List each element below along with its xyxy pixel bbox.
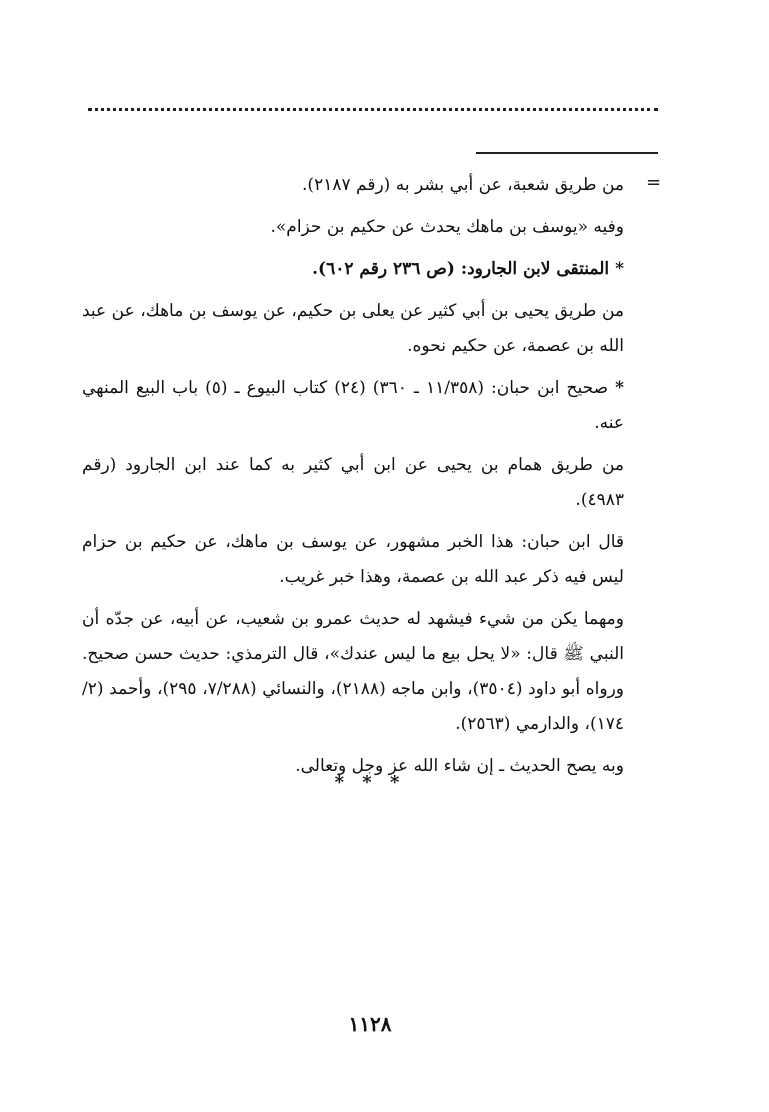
reference-ibn-hibban-text: صحيح ابن حبان: (١١/٣٥٨ ـ ٣٦٠) (٢٤) كتاب البيوع ـ (٥) باب البيع المنهي عنه. (82, 378, 624, 433)
page-number: ١١٢٨ (348, 1012, 392, 1036)
paragraph-1: من طريق شعبة، عن أبي بشر به (رقم ٢١٨٧). (302, 175, 624, 195)
paragraph-7: قال ابن حبان: هذا الخبر مشهور، عن يوسف بن ماهك، عن حكيم بن حزام ليس فيه ذكر عبد الله بن عصمة، وهذا خبر غريب. (82, 532, 624, 587)
paragraph-2: وفيه «يوسف بن ماهك يحدث عن حكيم بن حزام». (270, 217, 624, 237)
reference-muntaqa (82, 252, 624, 287)
section-separator-stars: * * * (334, 772, 406, 793)
paragraph-6: من طريق همام بن يحيى عن ابن أبي كثير به كما عند ابن الجارود (رقم ٤٩٨٣). (82, 455, 624, 510)
reference-muntaqa-text: المنتقى لابن الجارود: (ص ٢٣٦ رقم ٦٠٢). (312, 259, 610, 279)
bullet-star-2: * (615, 378, 625, 398)
bullet-star-1: * (615, 259, 624, 279)
paragraph-8: ومهما يكن من شيء فيشهد له حديث عمرو بن شعيب، عن أبيه، عن جدّه أن النبي ﷺ قال: «لا يحل بيع ما ليس عندك»، قال الترمذي: حديث حسن صحيح. ورواه أبو داود (٣٥٠٤)، وابن ماجه (٢١٨٨)، والنسائي (٧/٢٨٨، ٢٩٥)، وأحمد (٢/ ١٧٤)، والدارمي (٢٥٦٣). (82, 609, 624, 734)
reference-ibn-hibban (82, 371, 624, 441)
continuation-mark: = (646, 172, 662, 193)
dotted-separator-rule (88, 108, 658, 111)
footnote-rule (476, 152, 658, 154)
paragraph-4: من طريق يحيى بن أبي كثير عن يعلى بن حكيم، عن يوسف بن ماهك، عن عبد الله بن عصمة، عن حكيم نحوه. (82, 301, 624, 356)
footnote-body (82, 168, 624, 791)
paragraph-9: وبه يصح الحديث ـ إن شاء الله عز وجل وتعالى. (295, 756, 624, 776)
